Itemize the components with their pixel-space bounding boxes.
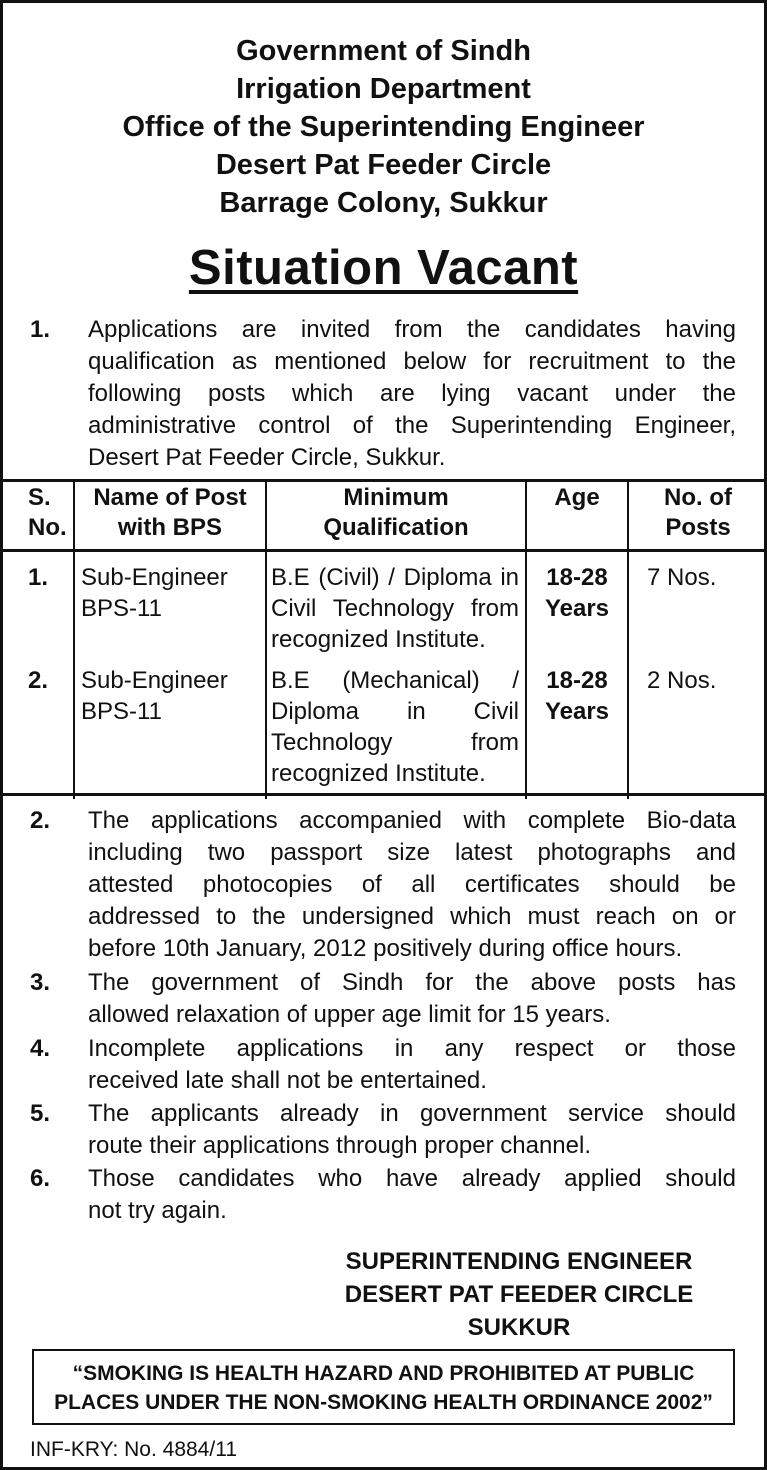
header-line: Desert Pat Feeder Circle — [215, 149, 552, 181]
notice-line: PLACES UNDER THE NON-SMOKING HEALTH ORDINANCE 2002” — [54, 1391, 713, 1414]
signature-line: SUKKUR — [467, 1314, 571, 1341]
signature-block — [319, 1245, 719, 1344]
cell-age: 18-28 Years — [526, 551, 628, 656]
smoking-notice-box — [32, 1349, 735, 1425]
cell-post: Sub-Engineer BPS-11 — [74, 655, 266, 799]
text-line: before 10th January, 2012 positively during office hours. — [88, 935, 683, 962]
notice-line: “SMOKING IS HEALTH HAZARD AND PROHIBITED AT PUBLIC — [72, 1362, 695, 1385]
text-line: administrative control of the Superintending Engineer, — [88, 412, 736, 439]
text-line: Applications are invited from the candidates having — [88, 316, 736, 343]
text-line: Those candidates who have already applied should — [88, 1165, 736, 1192]
text-line: addressed to the undersigned which must reach on or — [88, 903, 736, 930]
cell-age: 18-28 Years — [526, 655, 628, 799]
text-line: qualification as mentioned below for recruitment to the — [88, 348, 736, 375]
signature-line: SUPERINTENDING ENGINEER — [345, 1248, 693, 1275]
signature-line: DESERT PAT FEEDER CIRCLE — [344, 1281, 694, 1308]
paragraph-number: 3. — [30, 969, 51, 996]
paragraph-number: 4. — [30, 1035, 51, 1062]
header-age: Age — [526, 481, 628, 551]
page-title: Situation Vacant — [188, 241, 579, 295]
text-line: received late shall not be entertained. — [88, 1067, 487, 1094]
text-line: route their applications through proper channel. — [88, 1132, 591, 1159]
text-line: The government of Sindh for the above posts has — [88, 969, 736, 996]
paragraph-number: 5. — [30, 1100, 51, 1127]
cell-post: Sub-Engineer BPS-11 — [74, 551, 266, 656]
text-line: The applicants already in government service should — [88, 1100, 736, 1127]
table-bottom-rule — [0, 793, 767, 796]
paragraph-number: 2. — [30, 807, 51, 834]
reference-number: INF-KRY: No. 4884/11 — [30, 1438, 237, 1461]
cell-qualification: B.E (Mechanical) / Diploma in Civil Technology from recognized Institute. — [266, 655, 526, 799]
header-posts: No. of Posts — [628, 481, 767, 551]
cell-posts: 2 Nos. — [628, 655, 767, 799]
text-line: Incomplete applications in any respect or those — [88, 1035, 736, 1062]
vacancy-table — [0, 481, 767, 799]
paragraph-number: 6. — [30, 1165, 51, 1192]
table-header-row — [0, 481, 767, 551]
cell-posts: 7 Nos. — [628, 551, 767, 656]
header-line: Government of Sindh — [236, 35, 531, 67]
header-qualification: Minimum Qualification — [266, 481, 526, 551]
text-line: not try again. — [88, 1197, 227, 1224]
text-line: attested photocopies of all certificates should be — [88, 871, 736, 898]
header-line: Irrigation Department — [236, 73, 531, 105]
text-line: Desert Pat Feeder Circle, Sukkur. — [88, 444, 446, 471]
header-line: Office of the Superintending Engineer — [122, 111, 645, 143]
text-line: following posts which are lying vacant under the — [88, 380, 736, 407]
text-line: including two passport size latest photographs and — [88, 839, 736, 866]
header-post: Name of Post with BPS — [74, 481, 266, 551]
paragraph-number: 1. — [30, 316, 51, 343]
office-header — [0, 32, 767, 222]
cell-sno: 1. — [28, 564, 49, 591]
header-line: Barrage Colony, Sukkur — [219, 187, 548, 219]
table-row — [0, 655, 767, 799]
header-sno: S. No. — [0, 481, 74, 551]
table-row — [0, 551, 767, 656]
text-line: allowed relaxation of upper age limit for 15 years. — [88, 1001, 611, 1028]
cell-qualification: B.E (Civil) / Diploma in Civil Technology from recognized Institute. — [266, 551, 526, 656]
cell-sno: 2. — [28, 667, 49, 694]
text-line: The applications accompanied with complete Bio-data — [88, 807, 736, 834]
